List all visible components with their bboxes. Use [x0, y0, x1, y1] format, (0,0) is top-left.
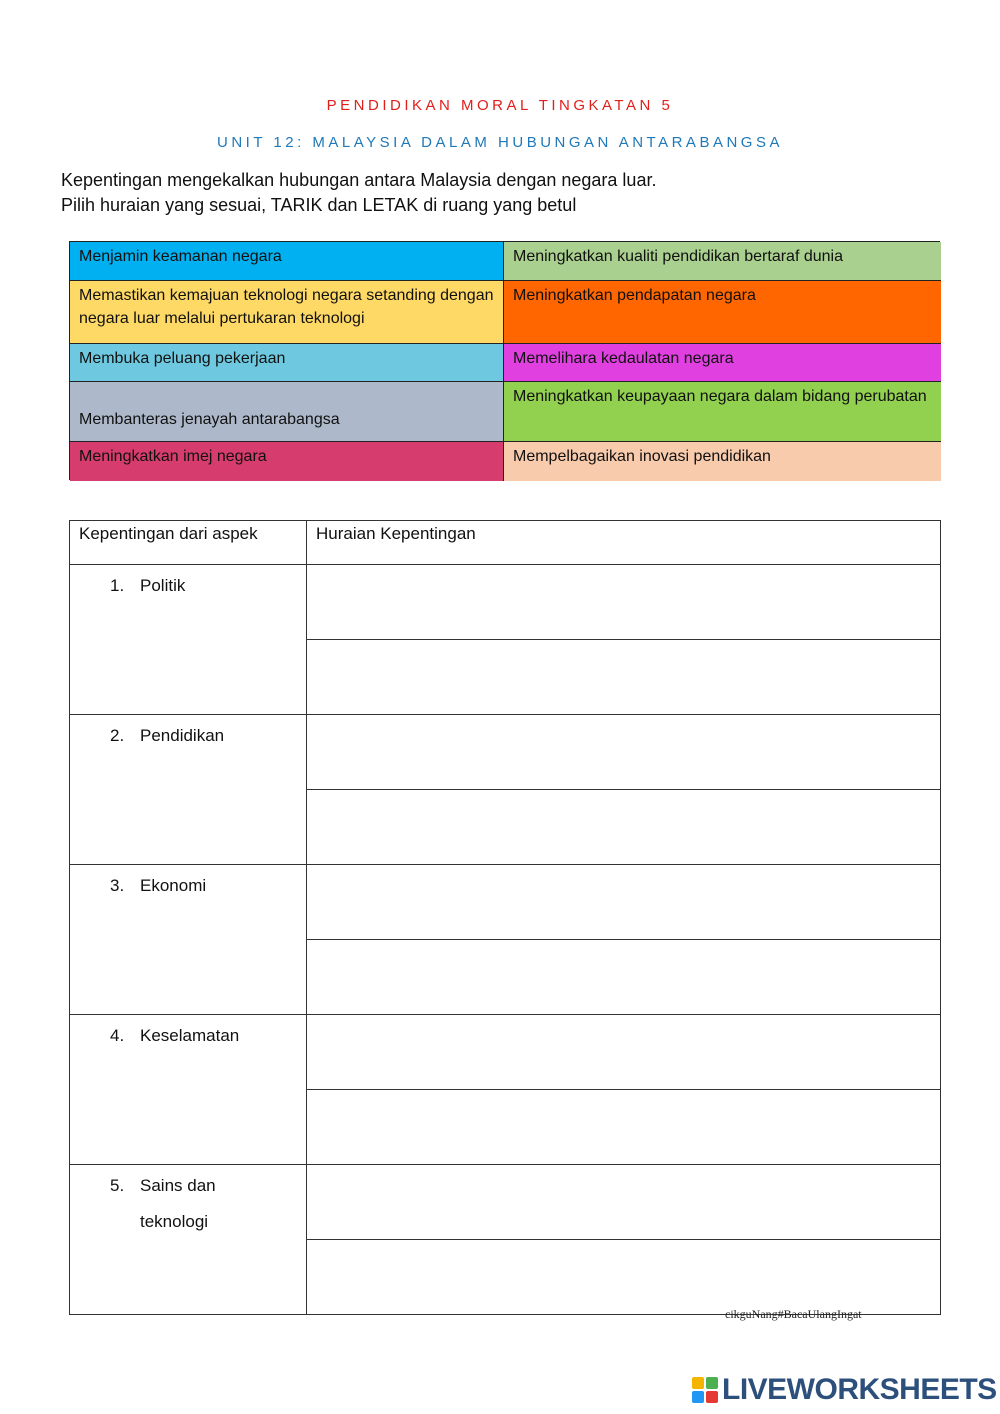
aspect-cell-sains-teknologi — [70, 1165, 307, 1315]
aspect-label-line-2: teknologi — [140, 1212, 209, 1231]
option-9[interactable]: Meningkatkan imej negara — [70, 442, 504, 481]
option-7[interactable] — [70, 382, 504, 442]
worksheet-subtitle: UNIT 12: MALAYSIA DALAM HUBUNGAN ANTARABANGSA — [217, 134, 783, 151]
table-row — [70, 565, 941, 640]
option-5[interactable]: Membuka peluang pekerjaan — [70, 344, 504, 382]
drop-slot[interactable] — [307, 640, 941, 715]
option-8[interactable]: Meningkatkan keupayaan negara dalam bidang perubatan — [504, 382, 941, 442]
drop-slot[interactable] — [307, 865, 941, 940]
drop-slot[interactable] — [307, 1015, 941, 1090]
option-2[interactable]: Meningkatkan kualiti pendidikan bertaraf dunia — [504, 242, 941, 281]
aspect-number: 4. — [110, 1026, 125, 1045]
option-4[interactable]: Meningkatkan pendapatan negara — [504, 281, 941, 344]
liveworksheets-logo — [692, 1373, 997, 1407]
option-1[interactable]: Menjamin keamanan negara — [70, 242, 504, 281]
author-credit: cikguNang#BacaUlangIngat — [725, 1307, 862, 1321]
aspect-number: 1. — [110, 576, 125, 595]
aspect-label: Sains dan — [140, 1176, 216, 1195]
answer-table — [69, 520, 941, 1315]
instruction-line-2: Pilih huraian yang sesuai, TARIK dan LETAK di ruang yang betul — [61, 195, 577, 215]
aspect-cell-politik — [70, 565, 307, 715]
brand-name: LIVEWORKSHEETS — [722, 1373, 997, 1406]
aspect-label: Pendidikan — [140, 726, 225, 745]
option-7-text: Membanteras jenayah antarabangsa — [79, 411, 340, 428]
drop-slot[interactable] — [307, 715, 941, 790]
option-3[interactable]: Memastikan kemajuan teknologi negara setanding dengan negara luar melalui pertukaran teknologi — [70, 281, 504, 344]
drop-slot[interactable] — [307, 1090, 941, 1165]
drop-slot[interactable] — [307, 1240, 941, 1315]
drop-slot[interactable] — [307, 790, 941, 865]
option-10[interactable]: Mempelbagaikan inovasi pendidikan — [504, 442, 941, 481]
header-description: Huraian Kepentingan — [307, 521, 941, 565]
aspect-number: 5. — [110, 1176, 125, 1195]
aspect-cell-keselamatan — [70, 1015, 307, 1165]
header-aspect: Kepentingan dari aspek — [70, 521, 307, 565]
table-row — [70, 1165, 941, 1240]
drop-slot[interactable] — [307, 1165, 941, 1240]
table-row — [70, 1015, 941, 1090]
table-header-row — [70, 521, 941, 565]
worksheet-title: PENDIDIKAN MORAL TINGKATAN 5 — [326, 97, 674, 114]
aspect-label: Politik — [140, 576, 186, 595]
options-grid — [69, 241, 940, 480]
option-6[interactable]: Memelihara kedaulatan negara — [504, 344, 941, 382]
table-row — [70, 715, 941, 790]
aspect-label: Keselamatan — [140, 1026, 240, 1045]
instruction-line-1: Kepentingan mengekalkan hubungan antara Malaysia dengan negara luar. — [61, 170, 657, 190]
table-row — [70, 865, 941, 940]
drop-slot[interactable] — [307, 940, 941, 1015]
aspect-cell-pendidikan — [70, 715, 307, 865]
logo-squares-icon — [692, 1377, 718, 1403]
aspect-label: Ekonomi — [140, 876, 207, 895]
aspect-number: 3. — [110, 876, 125, 895]
drop-slot[interactable] — [307, 565, 941, 640]
aspect-cell-ekonomi — [70, 865, 307, 1015]
aspect-number: 2. — [110, 726, 125, 745]
